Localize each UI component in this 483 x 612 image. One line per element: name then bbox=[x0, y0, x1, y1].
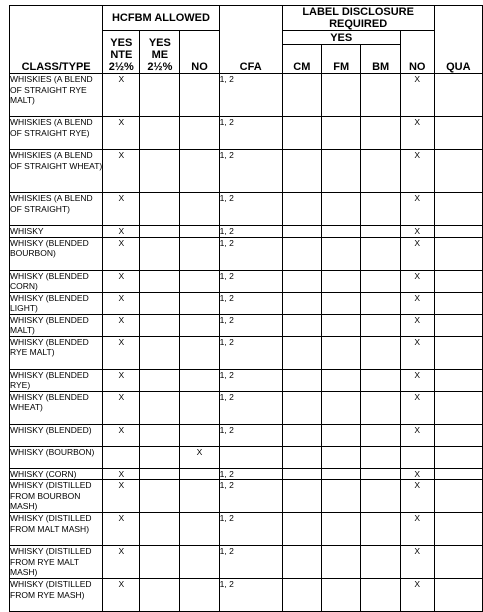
me-cell bbox=[140, 369, 180, 391]
bm-cell bbox=[361, 292, 400, 314]
me-cell bbox=[140, 391, 180, 424]
fm-cell bbox=[322, 226, 361, 238]
cm-cell bbox=[282, 117, 321, 150]
qua-cell bbox=[434, 468, 482, 480]
no-cell bbox=[180, 336, 219, 369]
disclosure-no-cell: X bbox=[400, 579, 434, 612]
table-row bbox=[10, 480, 483, 513]
disclosure-no-cell: X bbox=[400, 546, 434, 579]
disclosure-no-cell: X bbox=[400, 150, 434, 193]
no-cell: X bbox=[180, 446, 219, 468]
bm-cell bbox=[361, 150, 400, 193]
fm-cell bbox=[322, 446, 361, 468]
cfa-cell: 1, 2 bbox=[219, 424, 282, 446]
qua-cell bbox=[434, 513, 482, 546]
cm-cell bbox=[282, 292, 321, 314]
bm-cell bbox=[361, 424, 400, 446]
table-row bbox=[10, 193, 483, 226]
fm-cell bbox=[322, 193, 361, 226]
nte-cell: X bbox=[103, 391, 140, 424]
qua-cell bbox=[434, 270, 482, 292]
bm-cell bbox=[361, 480, 400, 513]
disclosure-no-cell: X bbox=[400, 292, 434, 314]
header-disclosure-no: NO bbox=[400, 31, 434, 74]
cm-cell bbox=[282, 369, 321, 391]
class-type-cell: WHISKIES (A BLEND OF STRAIGHT) bbox=[10, 193, 103, 226]
class-type-cell: WHISKY (DISTILLED FROM BOURBON MASH) bbox=[10, 480, 103, 513]
no-cell bbox=[180, 513, 219, 546]
header-yes: YES bbox=[282, 31, 400, 45]
me-cell bbox=[140, 513, 180, 546]
nte-cell: X bbox=[103, 579, 140, 612]
bm-cell bbox=[361, 117, 400, 150]
cfa-cell: 1, 2 bbox=[219, 74, 282, 117]
table-row bbox=[10, 117, 483, 150]
no-cell bbox=[180, 314, 219, 336]
cfa-cell: 1, 2 bbox=[219, 369, 282, 391]
class-type-cell: WHISKY (CORN) bbox=[10, 468, 103, 480]
fm-cell bbox=[322, 292, 361, 314]
me-cell bbox=[140, 292, 180, 314]
no-cell bbox=[180, 74, 219, 117]
nte-cell: X bbox=[103, 193, 140, 226]
no-cell bbox=[180, 468, 219, 480]
qua-cell bbox=[434, 480, 482, 513]
bm-cell bbox=[361, 579, 400, 612]
qua-cell bbox=[434, 237, 482, 270]
me-cell bbox=[140, 150, 180, 193]
cfa-cell: 1, 2 bbox=[219, 546, 282, 579]
cm-cell bbox=[282, 226, 321, 238]
bm-cell bbox=[361, 270, 400, 292]
no-cell bbox=[180, 579, 219, 612]
nte-cell: X bbox=[103, 369, 140, 391]
header-qua: QUA bbox=[434, 6, 482, 74]
cm-cell bbox=[282, 446, 321, 468]
nte-cell: X bbox=[103, 468, 140, 480]
table-row bbox=[10, 446, 483, 468]
disclosure-no-cell: X bbox=[400, 336, 434, 369]
nte-cell: X bbox=[103, 513, 140, 546]
fm-cell bbox=[322, 424, 361, 446]
nte-cell: X bbox=[103, 314, 140, 336]
cfa-cell: 1, 2 bbox=[219, 117, 282, 150]
fm-cell bbox=[322, 336, 361, 369]
class-type-cell: WHISKY (DISTILLED FROM RYE MASH) bbox=[10, 579, 103, 612]
qua-cell bbox=[434, 446, 482, 468]
class-type-cell: WHISKIES (A BLEND OF STRAIGHT WHEAT) bbox=[10, 150, 103, 193]
fm-cell bbox=[322, 314, 361, 336]
disclosure-no-cell: X bbox=[400, 74, 434, 117]
cfa-cell: 1, 2 bbox=[219, 292, 282, 314]
me-cell bbox=[140, 546, 180, 579]
class-type-cell: WHISKY bbox=[10, 226, 103, 238]
nte-cell: X bbox=[103, 270, 140, 292]
class-type-cell: WHISKY (BLENDED BOURBON) bbox=[10, 237, 103, 270]
nte-cell: X bbox=[103, 424, 140, 446]
cm-cell bbox=[282, 193, 321, 226]
cfa-cell: 1, 2 bbox=[219, 314, 282, 336]
bm-cell bbox=[361, 226, 400, 238]
bm-cell bbox=[361, 446, 400, 468]
cfa-cell: 1, 2 bbox=[219, 226, 282, 238]
no-cell bbox=[180, 292, 219, 314]
nte-cell: X bbox=[103, 292, 140, 314]
class-type-cell: WHISKY (BLENDED RYE MALT) bbox=[10, 336, 103, 369]
me-cell bbox=[140, 314, 180, 336]
disclosure-no-cell: X bbox=[400, 226, 434, 238]
nte-cell: X bbox=[103, 237, 140, 270]
table-row bbox=[10, 369, 483, 391]
me-cell bbox=[140, 468, 180, 480]
cfa-cell bbox=[219, 446, 282, 468]
header-fm: FM bbox=[322, 45, 361, 74]
fm-cell bbox=[322, 270, 361, 292]
cm-cell bbox=[282, 336, 321, 369]
disclosure-no-cell: X bbox=[400, 480, 434, 513]
cfa-cell: 1, 2 bbox=[219, 237, 282, 270]
fm-cell bbox=[322, 150, 361, 193]
header-class-type: CLASS/TYPE bbox=[10, 6, 103, 74]
bm-cell bbox=[361, 546, 400, 579]
no-cell bbox=[180, 226, 219, 238]
table-row bbox=[10, 513, 483, 546]
bm-cell bbox=[361, 314, 400, 336]
fm-cell bbox=[322, 237, 361, 270]
header-bm: BM bbox=[361, 45, 400, 74]
no-cell bbox=[180, 391, 219, 424]
bm-cell bbox=[361, 369, 400, 391]
header-hcfbm-allowed: HCFBM ALLOWED bbox=[103, 6, 219, 31]
bm-cell bbox=[361, 237, 400, 270]
disclosure-no-cell: X bbox=[400, 193, 434, 226]
cm-cell bbox=[282, 579, 321, 612]
nte-cell: X bbox=[103, 150, 140, 193]
qua-cell bbox=[434, 150, 482, 193]
qua-cell bbox=[434, 369, 482, 391]
class-type-cell: WHISKY (BLENDED MALT) bbox=[10, 314, 103, 336]
disclosure-no-cell bbox=[400, 446, 434, 468]
fm-cell bbox=[322, 369, 361, 391]
fm-cell bbox=[322, 468, 361, 480]
me-cell bbox=[140, 480, 180, 513]
class-type-cell: WHISKY (DISTILLED FROM MALT MASH) bbox=[10, 513, 103, 546]
no-cell bbox=[180, 480, 219, 513]
header-no: NO bbox=[180, 31, 219, 74]
class-type-cell: WHISKY (BOURBON) bbox=[10, 446, 103, 468]
header-cfa: CFA bbox=[219, 6, 282, 74]
cm-cell bbox=[282, 391, 321, 424]
me-cell bbox=[140, 74, 180, 117]
no-cell bbox=[180, 546, 219, 579]
disclosure-no-cell: X bbox=[400, 424, 434, 446]
bm-cell bbox=[361, 193, 400, 226]
qua-cell bbox=[434, 424, 482, 446]
cfa-cell: 1, 2 bbox=[219, 513, 282, 546]
bm-cell bbox=[361, 513, 400, 546]
disclosure-no-cell: X bbox=[400, 513, 434, 546]
class-type-cell: WHISKY (BLENDED RYE) bbox=[10, 369, 103, 391]
whisky-class-table bbox=[9, 5, 483, 612]
qua-cell bbox=[434, 314, 482, 336]
table-row bbox=[10, 468, 483, 480]
nte-cell bbox=[103, 446, 140, 468]
qua-cell bbox=[434, 193, 482, 226]
cfa-cell: 1, 2 bbox=[219, 480, 282, 513]
table-row bbox=[10, 74, 483, 117]
cm-cell bbox=[282, 150, 321, 193]
cm-cell bbox=[282, 513, 321, 546]
bm-cell bbox=[361, 74, 400, 117]
header-label-disclosure: LABEL DISCLOSURE REQUIRED bbox=[282, 6, 434, 31]
table-row bbox=[10, 226, 483, 238]
table-row bbox=[10, 391, 483, 424]
me-cell bbox=[140, 270, 180, 292]
disclosure-no-cell: X bbox=[400, 117, 434, 150]
me-cell bbox=[140, 424, 180, 446]
disclosure-no-cell: X bbox=[400, 237, 434, 270]
me-cell bbox=[140, 446, 180, 468]
fm-cell bbox=[322, 117, 361, 150]
cm-cell bbox=[282, 546, 321, 579]
table-row bbox=[10, 237, 483, 270]
cm-cell bbox=[282, 74, 321, 117]
bm-cell bbox=[361, 391, 400, 424]
fm-cell bbox=[322, 579, 361, 612]
disclosure-no-cell: X bbox=[400, 369, 434, 391]
me-cell bbox=[140, 336, 180, 369]
table-row bbox=[10, 546, 483, 579]
nte-cell: X bbox=[103, 546, 140, 579]
no-cell bbox=[180, 270, 219, 292]
qua-cell bbox=[434, 546, 482, 579]
table-row bbox=[10, 270, 483, 292]
cm-cell bbox=[282, 270, 321, 292]
header-yes-nte: YES NTE 2½% bbox=[103, 31, 140, 74]
fm-cell bbox=[322, 391, 361, 424]
qua-cell bbox=[434, 292, 482, 314]
table-row bbox=[10, 579, 483, 612]
class-type-cell: WHISKY (BLENDED) bbox=[10, 424, 103, 446]
nte-cell: X bbox=[103, 226, 140, 238]
class-type-cell: WHISKY (BLENDED LIGHT) bbox=[10, 292, 103, 314]
cfa-cell: 1, 2 bbox=[219, 150, 282, 193]
disclosure-no-cell: X bbox=[400, 391, 434, 424]
table-row bbox=[10, 424, 483, 446]
qua-cell bbox=[434, 579, 482, 612]
bm-cell bbox=[361, 468, 400, 480]
table-row bbox=[10, 336, 483, 369]
bm-cell bbox=[361, 336, 400, 369]
table-row bbox=[10, 150, 483, 193]
fm-cell bbox=[322, 74, 361, 117]
cfa-cell: 1, 2 bbox=[219, 336, 282, 369]
cm-cell bbox=[282, 314, 321, 336]
disclosure-no-cell: X bbox=[400, 314, 434, 336]
no-cell bbox=[180, 193, 219, 226]
no-cell bbox=[180, 369, 219, 391]
cm-cell bbox=[282, 480, 321, 513]
table-row bbox=[10, 314, 483, 336]
header-cm: CM bbox=[282, 45, 321, 74]
no-cell bbox=[180, 237, 219, 270]
qua-cell bbox=[434, 391, 482, 424]
class-type-cell: WHISKIES (A BLEND OF STRAIGHT RYE) bbox=[10, 117, 103, 150]
qua-cell bbox=[434, 74, 482, 117]
fm-cell bbox=[322, 513, 361, 546]
me-cell bbox=[140, 237, 180, 270]
cm-cell bbox=[282, 424, 321, 446]
fm-cell bbox=[322, 480, 361, 513]
me-cell bbox=[140, 117, 180, 150]
nte-cell: X bbox=[103, 336, 140, 369]
cfa-cell: 1, 2 bbox=[219, 270, 282, 292]
no-cell bbox=[180, 150, 219, 193]
class-type-cell: WHISKY (BLENDED WHEAT) bbox=[10, 391, 103, 424]
table-row bbox=[10, 292, 483, 314]
class-type-cell: WHISKIES (A BLEND OF STRAIGHT RYE MALT) bbox=[10, 74, 103, 117]
fm-cell bbox=[322, 546, 361, 579]
cm-cell bbox=[282, 237, 321, 270]
me-cell bbox=[140, 579, 180, 612]
cfa-cell: 1, 2 bbox=[219, 193, 282, 226]
class-type-cell: WHISKY (BLENDED CORN) bbox=[10, 270, 103, 292]
nte-cell: X bbox=[103, 117, 140, 150]
me-cell bbox=[140, 193, 180, 226]
nte-cell: X bbox=[103, 480, 140, 513]
class-type-cell: WHISKY (DISTILLED FROM RYE MALT MASH) bbox=[10, 546, 103, 579]
cfa-cell: 1, 2 bbox=[219, 468, 282, 480]
cfa-cell: 1, 2 bbox=[219, 579, 282, 612]
qua-cell bbox=[434, 117, 482, 150]
qua-cell bbox=[434, 336, 482, 369]
no-cell bbox=[180, 424, 219, 446]
header-yes-me: YES ME 2½% bbox=[140, 31, 180, 74]
no-cell bbox=[180, 117, 219, 150]
cm-cell bbox=[282, 468, 321, 480]
disclosure-no-cell: X bbox=[400, 468, 434, 480]
disclosure-no-cell: X bbox=[400, 270, 434, 292]
nte-cell: X bbox=[103, 74, 140, 117]
cfa-cell: 1, 2 bbox=[219, 391, 282, 424]
qua-cell bbox=[434, 226, 482, 238]
me-cell bbox=[140, 226, 180, 238]
